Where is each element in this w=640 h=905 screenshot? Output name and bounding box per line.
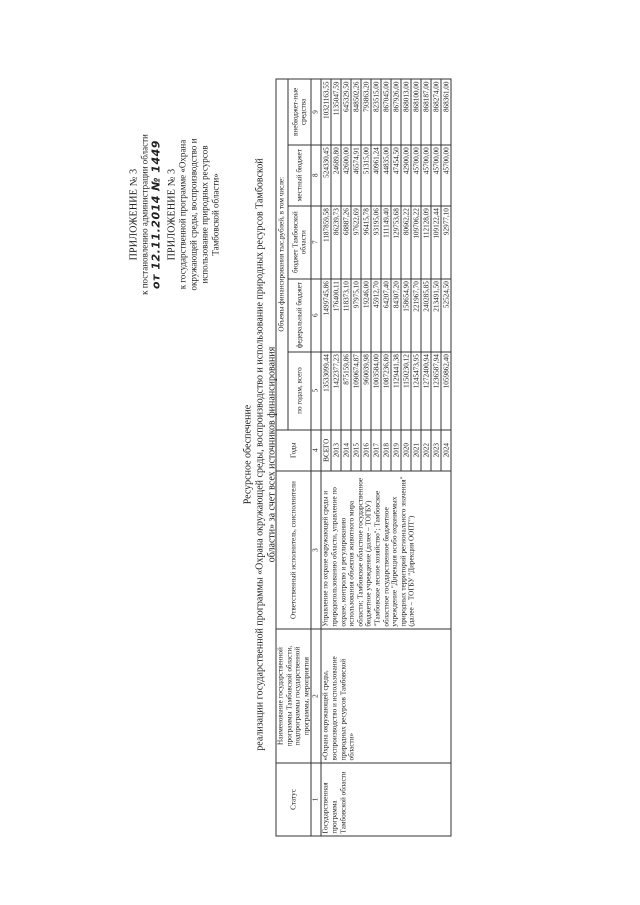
resource-table [276,79,452,837]
regional-cell: 112128,09 [421,206,431,279]
year-cell: 2018 [381,430,391,471]
appendix-header [129,45,222,385]
regional-cell: 129753,68 [391,206,401,279]
year-cell: 2013 [331,430,341,471]
total-cell: 1150230,12 [401,352,411,430]
regional-cell: 109122,44 [431,206,441,279]
column-number: 1 [311,763,321,836]
rotated-document-page [1,0,640,905]
total-cell: 1059862,40 [441,352,451,430]
regional-cell: 111149,40 [381,206,391,279]
header-local: местный бюджет [288,145,311,206]
offbudget-cell: 868361,00 [441,79,451,145]
appendix-label: ПРИЛОЖЕНИЕ № 3 [128,168,140,261]
program-ref-line-4: Тамбовской области» [210,173,221,256]
header-federal: федеральный бюджет [288,279,311,352]
federal-cell: 45912,70 [371,279,381,352]
local-cell: 24689,80 [331,145,341,206]
year-cell: 2023 [431,430,441,471]
federal-cell: 52524,50 [441,279,451,352]
total-cell: 1003584,00 [371,352,381,430]
total-cell: 1236587,94 [431,352,441,430]
status-cell: Государственная программа Тамбовской области [321,763,451,836]
offbudget-cell: 645329,50 [341,79,351,145]
year-cell: 2015 [351,430,361,471]
column-number: 9 [311,79,321,145]
federal-cell: 19246,00 [361,279,371,352]
column-number: 3 [311,471,321,629]
total-cell: 1272400,94 [421,352,431,430]
column-number: 4 [311,430,321,471]
total-cell: 1245473,95 [411,352,421,430]
year-cell: 2021 [411,430,421,471]
local-cell: 40961,24 [371,145,381,206]
regional-cell: 93195,06 [371,206,381,279]
local-cell: 46574,91 [351,145,361,206]
local-cell: 42600,00 [341,145,351,206]
header-total: по годам, всего [288,352,311,430]
title-line-3: области» за счет всех источников финансирования [266,346,278,563]
federal-cell: 97975,10 [351,279,361,352]
offbudget-cell: 10321163,55 [321,79,331,145]
column-number: 5 [311,352,321,430]
title-line-1: Ресурсное обеспечение [242,404,254,505]
table-row [321,79,331,836]
federal-cell: 158654,90 [401,279,411,352]
federal-cell: 84307,20 [391,279,401,352]
offbudget-cell: 793863,20 [361,79,371,145]
program-name-cell: «Охрана окружающей среды, воспроизводство и использование природных ресурсов Тамбовской области» [321,629,451,763]
column-number: 8 [311,145,321,206]
title-line-2: реализации государственной программы «Охрана окружающей среды, воспроизводство и использование природных ресурсов Тамбовской [254,158,266,751]
federal-cell: 240285,85 [421,279,431,352]
offbudget-cell: 868100,00 [411,79,421,145]
document-title [243,75,279,835]
year-cell: 2016 [361,430,371,471]
year-cell: 2020 [401,430,411,471]
total-cell: 1087236,80 [381,352,391,430]
offbudget-cell: 1135047,59 [331,79,341,145]
header-executor: Ответственный исполнитель, соисполнители [276,471,311,629]
local-cell: 44835,00 [381,145,391,206]
federal-cell: 221967,70 [411,279,421,352]
offbudget-cell: 823515,00 [371,79,381,145]
header-regional: бюджет Тамбовской области [288,206,311,279]
federal-cell: 176400,11 [331,279,341,352]
total-cell: 1129441,38 [391,352,401,430]
regional-cell: 86239,73 [331,206,341,279]
federal-cell: 213491,50 [431,279,441,352]
local-cell: 45700,00 [441,145,451,206]
federal-cell: 64207,40 [381,279,391,352]
offbudget-cell: 848502,26 [351,79,361,145]
executor-cell: Управление по охране окружающей среды и природопользованию области, управление по охране, контролю и регулированию использования объектов животного мира области; Тамбовское областное государственное бюджетное учреждение (далее – ТОГБУ) "Тамбовское лесное хозяйство"; Тамбовское областное государственное бюджетное учреждение "Дирекция особо охраняемых природных территорий регионального значения" (далее – ТОГБУ "Дирекция ООПТ") [321,471,451,629]
column-number: 2 [311,629,321,763]
total-cell: 1090674,87 [351,352,361,430]
total-cell: 875159,86 [341,352,351,430]
regional-cell: 1187859,58 [321,206,331,279]
regional-cell: 68887,26 [341,206,351,279]
header-years: Годы [276,430,311,471]
column-number: 7 [311,206,321,279]
total-cell: 13533099,44 [321,352,331,430]
local-cell: 45700,00 [431,145,441,206]
column-number: 6 [311,279,321,352]
regional-cell: 96415,78 [361,206,371,279]
appendix-label-2: ПРИЛОЖЕНИЕ № 3 [166,168,178,261]
offbudget-cell: 867926,00 [391,79,401,145]
local-cell: 524330,45 [321,145,331,206]
regional-cell: 97622,69 [351,206,361,279]
year-cell: 2017 [371,430,381,471]
offbudget-cell: 868187,00 [421,79,431,145]
header-offbudget: внебюджет-ные средства [288,79,311,145]
local-cell: 45700,00 [421,145,431,206]
header-volume: Объемы финансирования тыс.рублей, в том числе: [276,79,288,430]
program-ref-line-2: окружающей среды, воспроизводство и [188,138,199,291]
federal-cell: 118373,10 [341,279,351,352]
year-cell: 2024 [441,430,451,471]
offbudget-cell: 867045,00 [381,79,391,145]
header-status: Статус [276,763,311,836]
column-number-row [311,79,321,836]
total-cell: 1422377,23 [331,352,341,430]
federal-cell: 1499745,86 [321,279,331,352]
local-cell: 42900,00 [401,145,411,206]
offbudget-cell: 868274,00 [431,79,441,145]
header-row-1 [276,79,288,836]
local-cell: 47454,50 [391,145,401,206]
program-ref-line-1: к государственной программе «Охрана [177,139,188,290]
year-cell: 2019 [391,430,401,471]
decree-reference: к постановлению администрации области [139,134,150,295]
year-cell: ВСЕГО [321,430,331,471]
offbudget-cell: 868013,00 [401,79,411,145]
regional-cell: 80662,22 [401,206,411,279]
regional-cell: 92977,10 [441,206,451,279]
program-ref-line-3: использование природных ресурсов [199,145,210,284]
local-cell: 51315,00 [361,145,371,206]
decree-date-number: от 12.11.2014 № 1449 [149,140,163,289]
year-cell: 2022 [421,430,431,471]
total-cell: 960039,98 [361,352,371,430]
year-cell: 2014 [341,430,351,471]
regional-cell: 109706,22 [411,206,421,279]
header-name: Наименование государственной программы Тамбовской области, подпрограммы государственной программы, мероприятия [276,629,311,763]
local-cell: 45700,00 [411,145,421,206]
